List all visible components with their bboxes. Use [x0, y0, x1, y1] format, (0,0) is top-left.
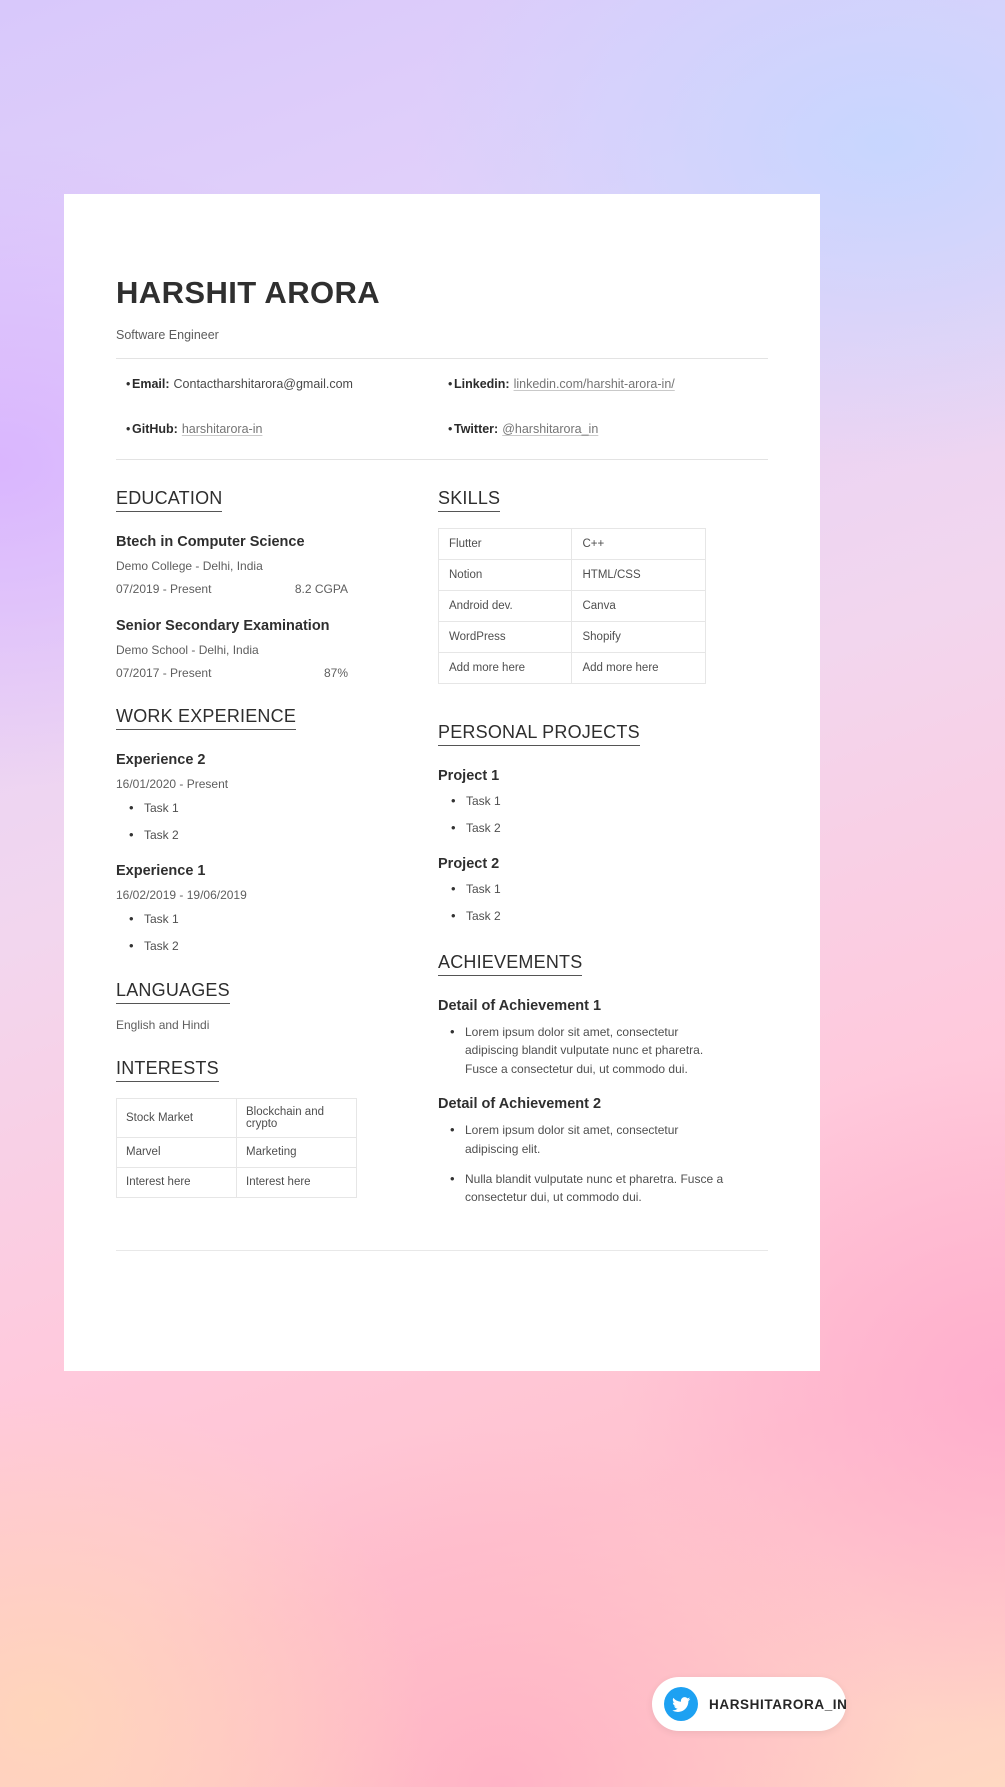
table-row [439, 529, 706, 560]
skills-cell: Add more here [572, 653, 706, 684]
list-item: • Task 1 [438, 881, 768, 898]
project-task-list [438, 881, 768, 926]
education-score: 87% [323, 666, 348, 681]
list-item: • Task 1 [116, 911, 438, 928]
section-heading-personal-projects: PERSONAL PROJECTS [438, 722, 640, 746]
achievement-bullet-list [438, 1121, 768, 1206]
education-degree: Senior Secondary Examination [116, 618, 330, 635]
table-row [439, 653, 706, 684]
resume-columns [116, 488, 768, 1218]
project-title: Project 2 [438, 855, 500, 872]
skills-cell: Add more here [439, 653, 572, 684]
list-item: • Task 2 [438, 908, 768, 925]
section-achievements [438, 952, 768, 1207]
education-score: 8.2 CGPA [294, 582, 348, 597]
skills-table [438, 528, 706, 684]
list-item: • Task 1 [116, 800, 438, 817]
contact-label: GitHub: [132, 422, 178, 437]
contact-value: Contactharshitarora@gmail.com [173, 377, 353, 392]
achievement-title: Detail of Achievement 1 [438, 997, 602, 1014]
skills-cell: Android dev. [439, 591, 572, 622]
skills-cell: Notion [439, 560, 572, 591]
achievement-entry [438, 1096, 768, 1206]
left-column [116, 488, 438, 1218]
table-row [439, 591, 706, 622]
skills-cell: C++ [572, 529, 706, 560]
bullet-icon: • [126, 377, 131, 392]
project-entry [438, 768, 768, 838]
contact-item-linkedin [438, 377, 768, 392]
skills-cell: Shopify [572, 622, 706, 653]
contact-label: Linkedin: [454, 377, 510, 392]
contact-label: Email: [132, 377, 170, 392]
twitter-handle-label: HARSHITARORA_IN [709, 1696, 848, 1712]
skills-cell: Flutter [439, 529, 572, 560]
list-item: • Task 2 [438, 820, 768, 837]
resume-sheet [64, 194, 820, 1371]
job-title: Software Engineer [116, 328, 219, 343]
education-entry [116, 618, 438, 680]
experience-dates: 16/02/2019 - 19/06/2019 [116, 887, 247, 902]
interests-cell: Interest here [237, 1167, 357, 1197]
section-skills [438, 488, 768, 684]
right-column [438, 488, 768, 1218]
achievement-bullet-list [438, 1023, 768, 1079]
twitter-link[interactable]: @harshitarora_in [502, 422, 599, 437]
resume-header [116, 276, 768, 342]
contact-item-email [116, 377, 438, 392]
twitter-icon [664, 1687, 698, 1721]
education-institution: Demo College - Delhi, India [116, 559, 263, 574]
experience-task-list [116, 911, 438, 956]
interests-table [116, 1098, 357, 1198]
section-education [116, 488, 438, 680]
achievement-entry [438, 998, 768, 1079]
education-dates: 07/2017 - Present [116, 666, 212, 681]
project-entry [438, 856, 768, 926]
bullet-icon: • [448, 422, 453, 437]
interests-cell: Stock Market [117, 1098, 237, 1137]
contact-item-twitter [438, 422, 768, 437]
section-heading-work-experience: WORK EXPERIENCE [116, 706, 296, 730]
contacts-divider [116, 459, 768, 460]
interests-cell: Interest here [117, 1167, 237, 1197]
skills-cell: HTML/CSS [572, 560, 706, 591]
section-heading-languages: LANGUAGES [116, 980, 230, 1004]
education-degree: Btech in Computer Science [116, 534, 305, 551]
experience-dates: 16/01/2020 - Present [116, 777, 229, 792]
list-item: • Task 2 [116, 938, 438, 955]
table-row [117, 1098, 357, 1137]
education-meta [116, 582, 348, 596]
list-item: • Lorem ipsum dolor sit amet, consectetur adipiscing blandit vulputate nunc et pharetra. Fusce a consectetur dui, ut commodo dui. [438, 1023, 728, 1079]
project-task-list [438, 793, 768, 838]
list-item: • Nulla blandit vulputate nunc et pharetra. Fusce a consectetur dui, ut commodo dui. [438, 1170, 728, 1207]
page-title: HARSHIT ARORA [116, 275, 381, 310]
bullet-icon: • [448, 377, 453, 392]
table-row [439, 622, 706, 653]
interests-cell: Marvel [117, 1137, 237, 1167]
experience-title: Experience 2 [116, 752, 206, 769]
experience-title: Experience 1 [116, 862, 206, 879]
experience-entry [116, 863, 438, 956]
github-link[interactable]: harshitarora-in [181, 422, 263, 437]
achievement-title: Detail of Achievement 2 [438, 1096, 602, 1113]
education-dates: 07/2019 - Present [116, 582, 212, 597]
list-item: • Task 2 [116, 827, 438, 844]
section-heading-skills: SKILLS [438, 488, 500, 512]
contact-item-github [116, 422, 438, 437]
resume-content [116, 276, 768, 1336]
skills-cell: WordPress [439, 622, 572, 653]
education-meta [116, 666, 348, 680]
contact-label: Twitter: [454, 422, 499, 437]
header-divider [116, 358, 768, 359]
table-row [439, 560, 706, 591]
linkedin-link[interactable]: linkedin.com/harshit-arora-in/ [513, 377, 675, 392]
section-heading-achievements: ACHIEVEMENTS [438, 952, 582, 976]
table-row [117, 1137, 357, 1167]
list-item: • Lorem ipsum dolor sit amet, consectetur adipiscing elit. [438, 1121, 728, 1158]
experience-task-list [116, 800, 438, 845]
section-heading-interests: INTERESTS [116, 1058, 219, 1082]
skills-cell: Canva [572, 591, 706, 622]
project-title: Project 1 [438, 768, 500, 785]
section-heading-education: EDUCATION [116, 488, 222, 512]
footer-divider [116, 1250, 768, 1251]
section-languages [116, 980, 438, 1032]
education-entry [116, 534, 438, 596]
list-item: • Task 1 [438, 793, 768, 810]
table-row [117, 1167, 357, 1197]
section-work-experience [116, 706, 438, 956]
interests-cell: Blockchain and crypto [237, 1098, 357, 1137]
twitter-watermark-badge[interactable] [652, 1677, 846, 1731]
section-interests [116, 1058, 438, 1198]
contact-list [116, 377, 768, 437]
bullet-icon: • [126, 422, 131, 437]
section-personal-projects [438, 722, 768, 926]
interests-cell: Marketing [237, 1137, 357, 1167]
languages-text: English and Hindi [116, 1017, 210, 1032]
education-institution: Demo School - Delhi, India [116, 643, 259, 658]
experience-entry [116, 752, 438, 845]
